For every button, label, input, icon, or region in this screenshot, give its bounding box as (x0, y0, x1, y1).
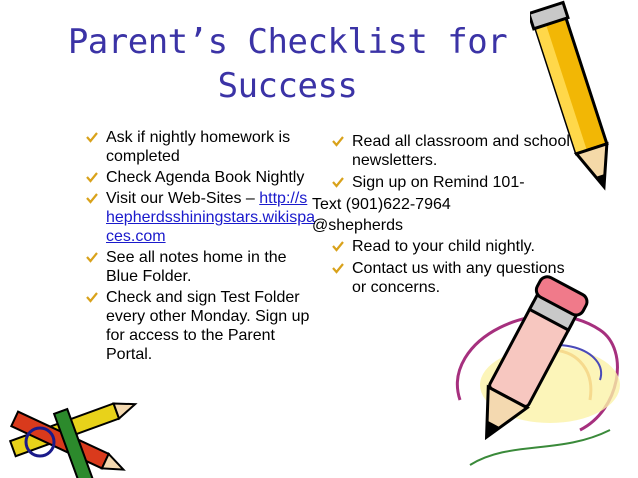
page-title: Parent’s Checklist for Success (67, 22, 508, 106)
list-item-text: Ask if nightly homework is completed (106, 129, 291, 165)
list-item (86, 168, 316, 187)
list-item (86, 248, 316, 286)
checkmark-icon (332, 262, 344, 274)
list-item-text: Visit our Web-Sites – (106, 190, 255, 207)
list-item-text: Sign up on Remind 101- (352, 174, 525, 191)
list-item-text: Read all classroom and school newsletters. (352, 133, 570, 169)
list-item-text: Contact us with any questions or concerns. (352, 260, 565, 296)
checkmark-icon (332, 176, 344, 188)
pencil-with-eraser-clipart (400, 270, 638, 478)
list-item (312, 173, 582, 192)
checkmark-icon (332, 240, 344, 252)
left-checklist (86, 128, 316, 366)
list-item (86, 288, 316, 364)
checkmark-icon (332, 135, 344, 147)
list-item (312, 237, 582, 256)
list-item (86, 189, 316, 246)
list-item (86, 128, 316, 166)
remind-text-number: Text (901)622-7964 (312, 196, 451, 213)
list-item (312, 132, 582, 170)
website-link[interactable]: http://shepherdsshiningstars.wikispaces.com (106, 190, 315, 245)
checkmark-icon (86, 192, 98, 204)
colored-pencils-clipart (0, 380, 150, 478)
list-item-text: See all notes home in the Blue Folder. (106, 249, 287, 285)
list-item-text: Read to your child nightly. (352, 238, 535, 255)
checkmark-icon (86, 171, 98, 183)
right-checklist (312, 132, 582, 300)
checkmark-icon (86, 251, 98, 263)
remind-handle: @shepherds (312, 217, 403, 234)
list-item (312, 259, 582, 297)
list-item-text: Check Agenda Book Nightly (106, 169, 305, 186)
checkmark-icon (86, 131, 98, 143)
list-item-text: Check and sign Test Folder every other Monday. Sign up for access to the Parent Portal. (106, 289, 310, 363)
checkmark-icon (86, 291, 98, 303)
